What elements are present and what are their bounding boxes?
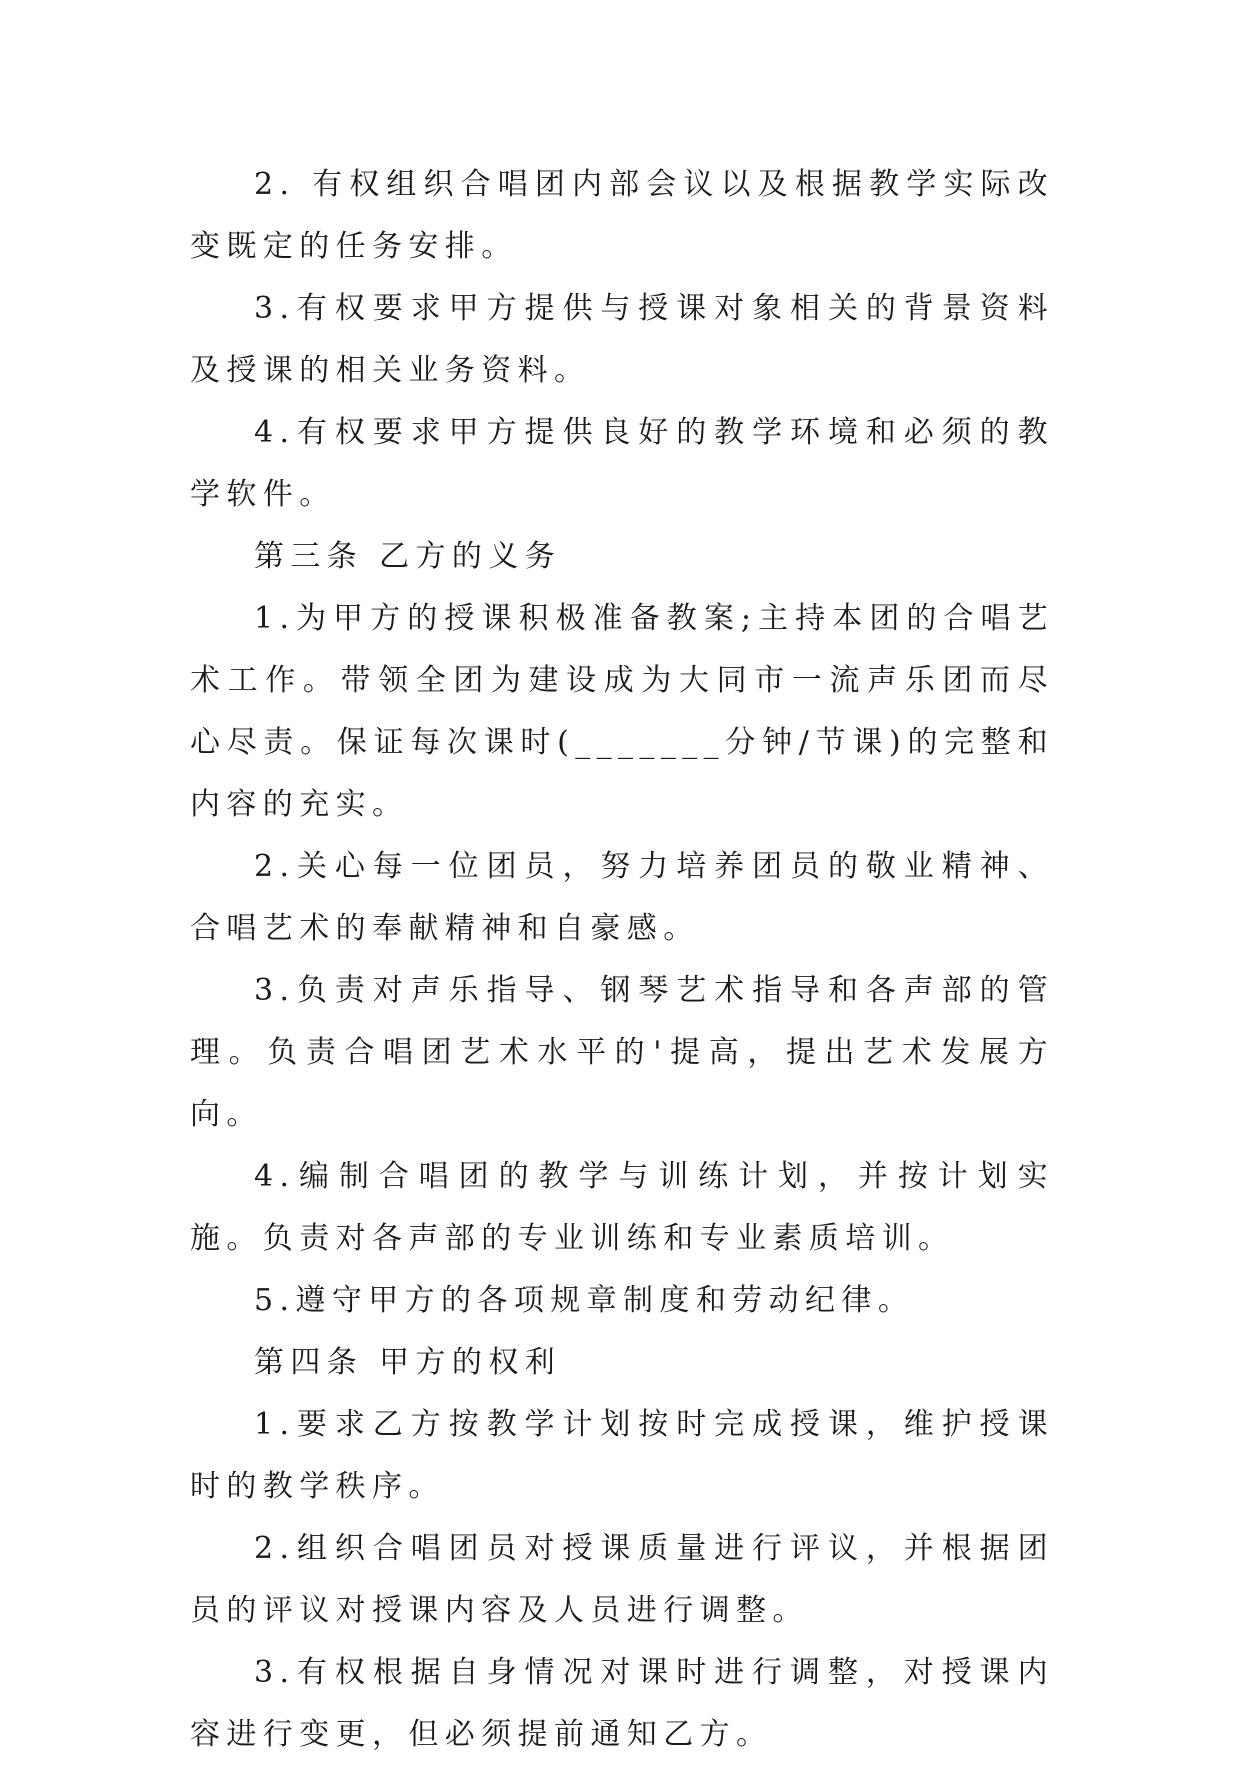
paragraph-right-2: 2. 有权组织合唱团内部会议以及根据教学实际改变既定的任务安排。 [190,167,1054,264]
paragraph-duty-1: 1.为甲方的授课积极准备教案;主持本团的合唱艺术工作。带领全团为建设成为大同市一流声乐团而尽心尽责。保证每次课时(_______分钟/节课)的完整和内容的充实。 [190,601,1054,822]
paragraph-duty-4: 4.编制合唱团的教学与训练计划，并按计划实施。负责对各声部的专业训练和专业素质培训。 [190,1159,1054,1256]
paragraph-duty-2: 2.关心每一位团员，努力培养团员的敬业精神、合唱艺术的奉献精神和自豪感。 [190,849,1054,946]
section-heading-article-3: 第三条 乙方的义务 [254,539,562,574]
paragraph-right-4: 4.有权要求甲方提供良好的教学环境和必须的教学软件。 [190,415,1054,512]
paragraph-right-3: 3.有权要求甲方提供与授课对象相关的背景资料及授课的相关业务资料。 [190,291,1054,388]
paragraph-duty-3: 3.负责对声乐指导、钢琴艺术指导和各声部的管理。负责合唱团艺术水平的'提高，提出艺术发展方向。 [190,973,1054,1132]
document-body [190,154,1054,1766]
paragraph-party-a-right-3: 3.有权根据自身情况对课时进行调整，对授课内容进行变更，但必须提前通知乙方。 [190,1655,1054,1752]
section-heading-article-4: 第四条 甲方的权利 [254,1345,562,1380]
paragraph-party-a-right-2: 2.组织合唱团员对授课质量进行评议，并根据团员的评议对授课内容及人员进行调整。 [190,1531,1054,1628]
paragraph-party-a-right-1: 1.要求乙方按教学计划按时完成授课，维护授课时的教学秩序。 [190,1407,1054,1504]
paragraph-duty-5: 5.遵守甲方的各项规章制度和劳动纪律。 [254,1283,915,1318]
